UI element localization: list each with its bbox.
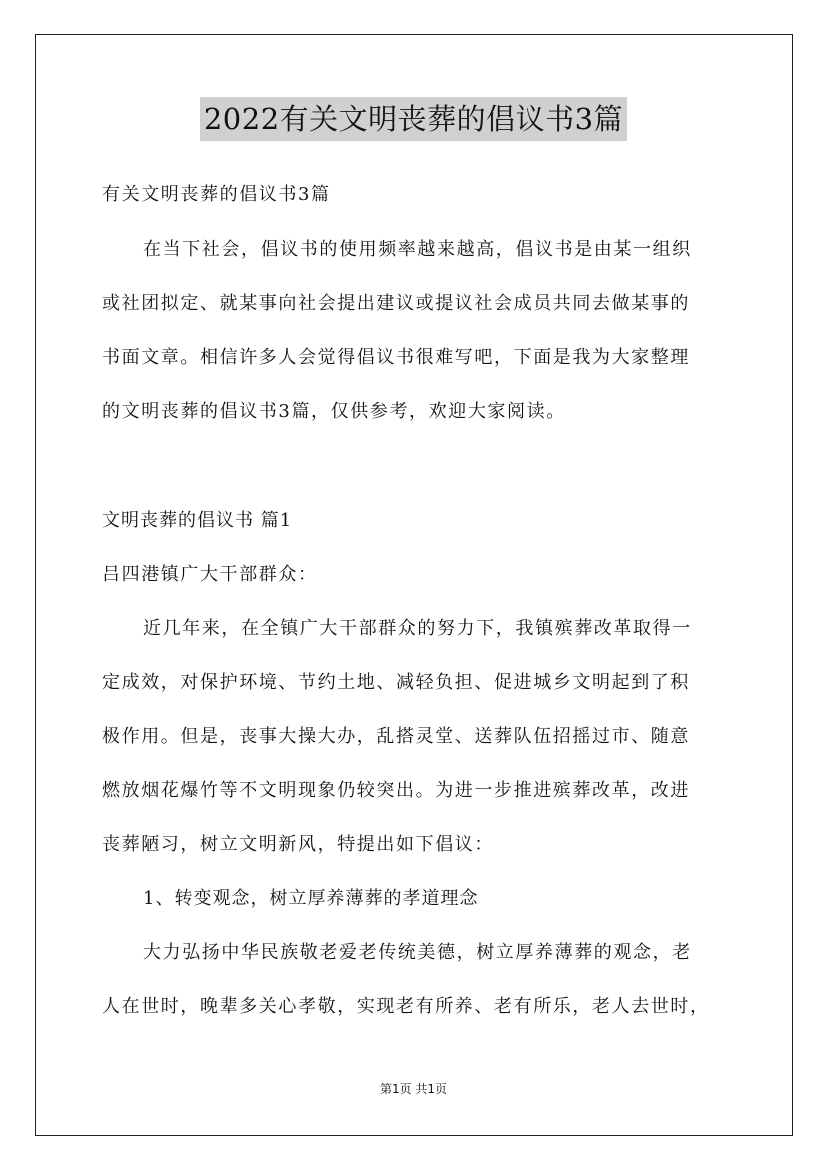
document-subtitle: 有关文明丧葬的倡议书3篇 [102, 184, 331, 205]
title-container [0, 97, 827, 141]
paragraph-line: 或社团拟定、就某事向社会提出建议或提议社会成员共同去做某事的 [102, 293, 690, 314]
paragraph-line: 定成效，对保护环境、节约土地、减轻负担、促进城乡文明起到了积 [102, 672, 690, 693]
paragraph-line: 大力弘扬中华民族敬老爱老传统美德，树立厚养薄葬的观念，老 [143, 942, 692, 963]
paragraph-line: 极作用。但是，丧事大操大办，乱搭灵堂、送葬队伍招摇过市、随意 [102, 726, 690, 747]
paragraph-line: 在当下社会，倡议书的使用频率越来越高，倡议书是由某一组织 [143, 239, 692, 260]
paragraph-line: 近几年来，在全镇广大干部群众的努力下，我镇殡葬改革取得一 [143, 618, 692, 639]
section-heading: 文明丧葬的倡议书 篇1 [102, 510, 293, 531]
paragraph-line: 书面文章。相信许多人会觉得倡议书很难写吧，下面是我为大家整理 [102, 347, 690, 368]
page-footer: 第1页 共1页 [379, 1082, 448, 1096]
paragraph-line: 人在世时，晚辈多关心孝敬，实现老有所养、老有所乐，老人去世时， [102, 996, 710, 1017]
point-heading: 1、转变观念，树立厚养薄葬的孝道理念 [143, 888, 479, 909]
paragraph-line: 丧葬陋习，树立文明新风，特提出如下倡议： [102, 834, 494, 855]
paragraph-line: 燃放烟花爆竹等不文明现象仍较突出。为进一步推进殡葬改革，改进 [102, 780, 690, 801]
document-title: 2022有关文明丧葬的倡议书3篇 [200, 97, 627, 141]
salutation: 吕四港镇广大干部群众： [102, 564, 318, 585]
paragraph-line: 的文明丧葬的倡议书3篇，仅供参考，欢迎大家阅读。 [102, 401, 566, 422]
